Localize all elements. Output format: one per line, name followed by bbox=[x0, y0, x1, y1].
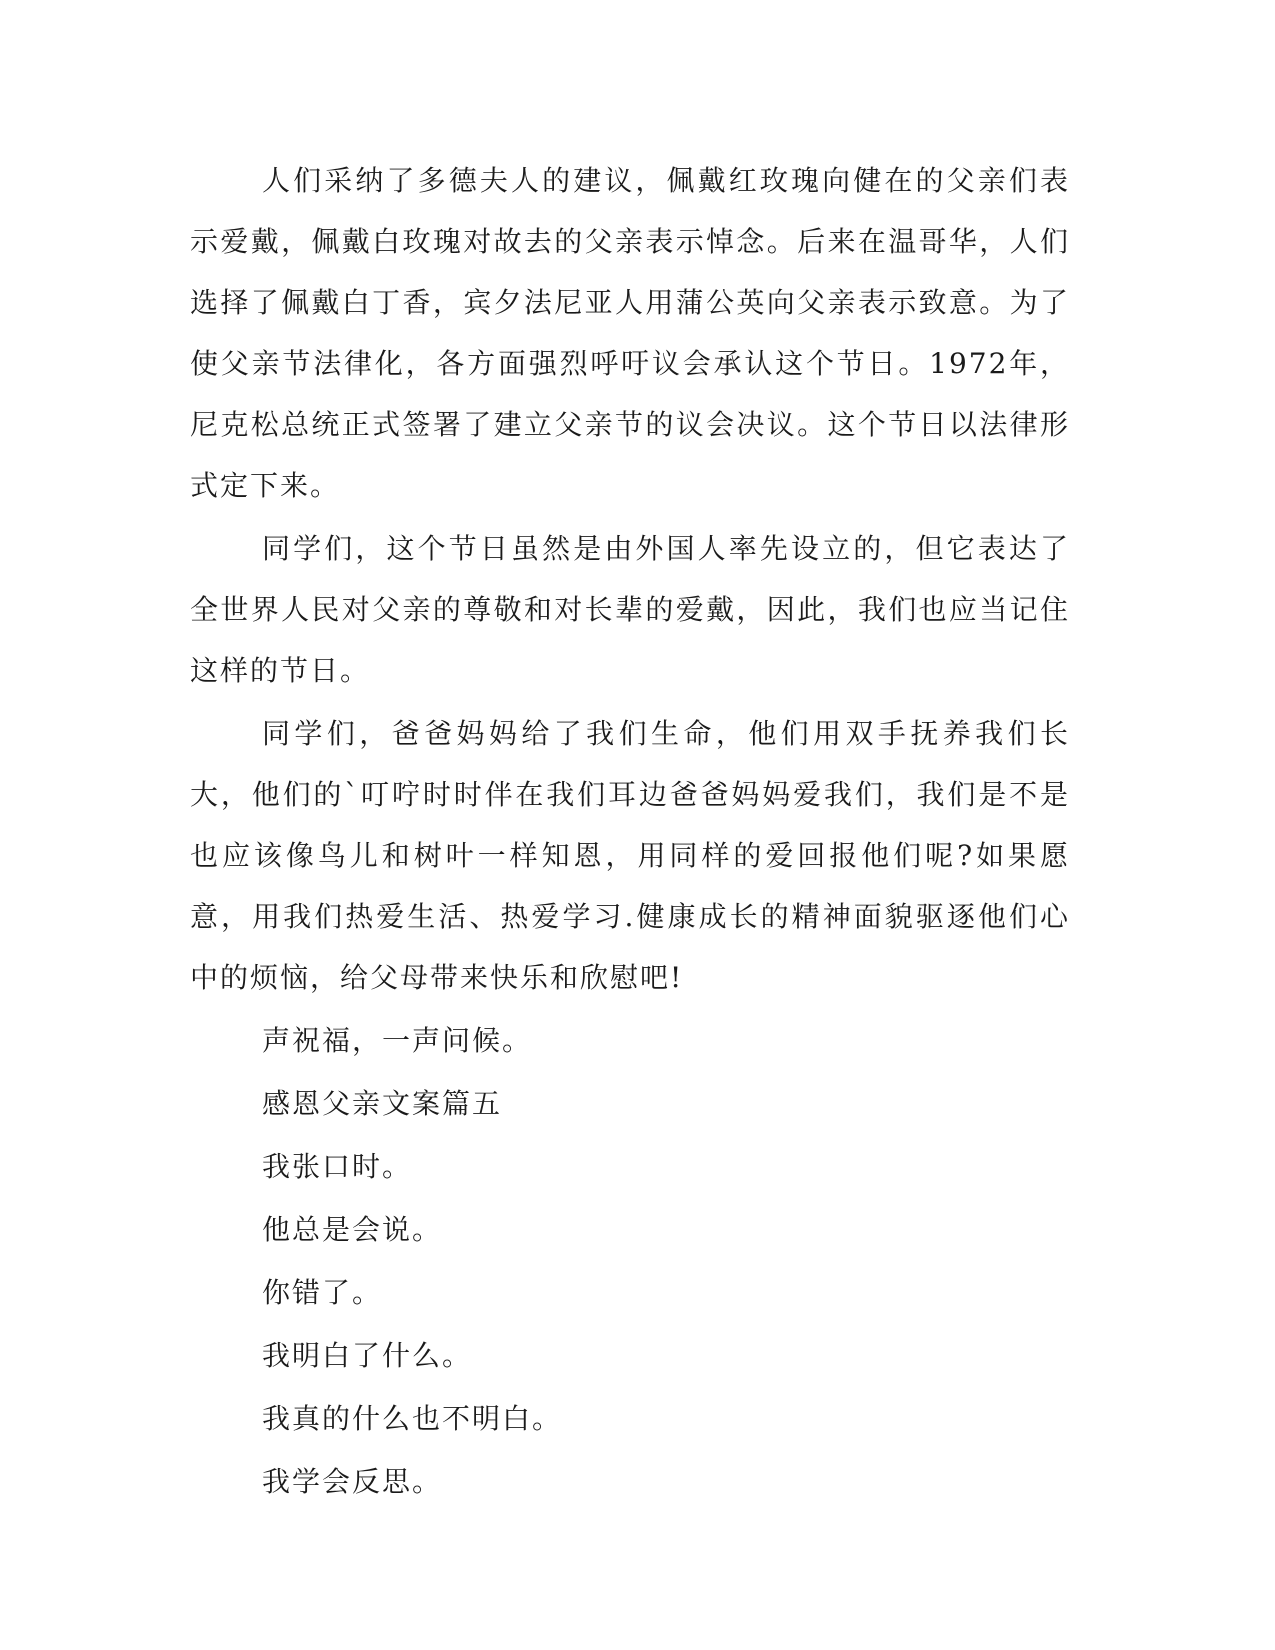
paragraph-line: 我明白了什么。 bbox=[262, 1339, 473, 1372]
paragraph-fathers-day-history: 人们采纳了多德夫人的建议，佩戴红玫瑰向健在的父亲们表示爱戴，佩戴白玫瑰对故去的父亲表示悼念。后来在温哥华，人们选择了佩戴白丁香，宾夕法尼亚人用蒲公英向父亲表示致意。为了使父亲节法律化，各方面强烈呼吁议会承认这个节日。1972年，尼克松总统正式签署了建立父亲节的议会决议。这个节日以法律形式定下来。 bbox=[190, 164, 1070, 502]
paragraph-line: 你错了。 bbox=[262, 1276, 383, 1309]
paragraph-line: 我学会反思。 bbox=[262, 1465, 443, 1498]
paragraph-line: 他总是会说。 bbox=[262, 1213, 443, 1246]
paragraph-repay-parents: 同学们，爸爸妈妈给了我们生命，他们用双手抚养我们长大，他们的`叮咛时时伴在我们耳边爸爸妈妈爱我们，我们是不是也应该像鸟儿和树叶一样知恩，用同样的爱回报他们呢?如果愿意，用我们热爱生活、热爱学习.健康成长的精神面貌驱逐他们心中的烦恼，给父母带来快乐和欣慰吧! bbox=[190, 717, 1070, 994]
document-page bbox=[190, 150, 1070, 1514]
paragraph-line: 我张口时。 bbox=[262, 1150, 413, 1183]
section-heading: 感恩父亲文案篇五 bbox=[262, 1087, 503, 1120]
paragraph-line: 我真的什么也不明白。 bbox=[262, 1402, 563, 1435]
paragraph-remember-holiday: 同学们，这个节日虽然是由外国人率先设立的，但它表达了全世界人民对父亲的尊敬和对长辈的爱戴，因此，我们也应当记住这样的节日。 bbox=[190, 532, 1070, 687]
paragraph-line: 声祝福，一声问候。 bbox=[262, 1024, 533, 1057]
